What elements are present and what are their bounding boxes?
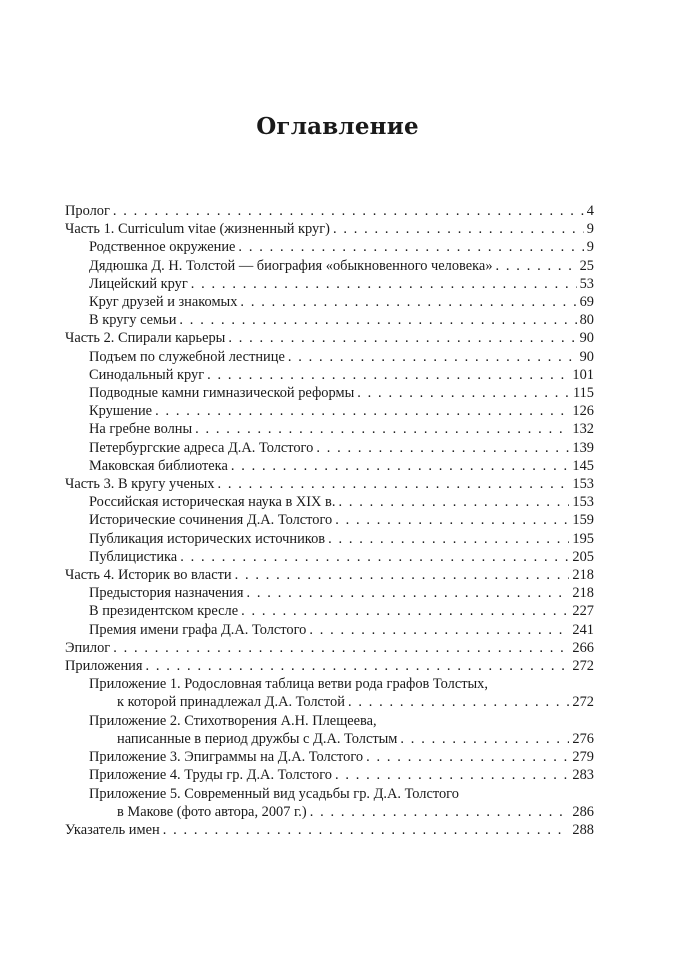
- toc-leader-dots: [179, 311, 576, 329]
- toc-entry-page: 101: [572, 366, 594, 383]
- toc-entry: [65, 329, 594, 347]
- toc-entry-label: В кругу семьи: [89, 312, 177, 329]
- toc-entry: [65, 566, 594, 584]
- toc-entry-page: 80: [579, 312, 594, 329]
- toc-entry-label: написанные в период дружбы с Д.А. Толстым: [117, 730, 398, 747]
- toc-entry-page: 4: [586, 203, 594, 219]
- toc-entry-label: Часть 1. Curriculum vitae (жизненный круг): [65, 221, 330, 238]
- toc-leader-dots: [338, 493, 569, 511]
- toc-entry-label: Часть 4. Историк во власти: [65, 567, 232, 584]
- page-title: Оглавление: [256, 113, 419, 140]
- toc-entry: [65, 511, 594, 529]
- toc-entry-page: 25: [579, 257, 594, 274]
- toc-entry: [65, 657, 594, 675]
- toc-entry: [65, 348, 594, 366]
- toc-entry: [65, 712, 594, 730]
- toc-leader-dots: [328, 530, 569, 548]
- toc-leader-dots: [240, 293, 576, 311]
- toc-entry-label: к которой принадлежал Д.А. Толстой: [117, 694, 345, 711]
- toc-entry-page: 139: [572, 439, 594, 456]
- toc-leader-dots: [247, 584, 570, 602]
- toc-entry-label: Дядюшка Д. Н. Толстой — биография «обыкновенного человека»: [89, 257, 493, 274]
- toc-entry-label: Родственное окружение: [89, 239, 236, 256]
- toc-entry: [65, 220, 594, 238]
- toc-entry-label: Приложения: [65, 658, 143, 675]
- toc-entry-label: Лицейский круг: [89, 275, 188, 292]
- toc-entry-label: Предыстория назначения: [89, 585, 244, 602]
- toc-entry-page: 227: [572, 603, 594, 620]
- toc-entry: [65, 748, 594, 766]
- toc-entry-page: 145: [572, 457, 594, 474]
- toc-entry-page: 115: [572, 385, 594, 402]
- toc-leader-dots: [217, 475, 569, 493]
- toc-leader-dots: [348, 693, 569, 711]
- toc-entry: [65, 602, 594, 620]
- toc-entry: [65, 293, 594, 311]
- toc-entry: [65, 457, 594, 475]
- toc-leader-dots: [231, 457, 570, 475]
- toc-leader-dots: [400, 730, 569, 748]
- toc-entry-label: Приложение 1. Родословная таблица ветви рода графов Толстых,: [89, 676, 488, 693]
- toc-entry-label: Указатель имен: [65, 821, 160, 838]
- toc-leader-dots: [288, 348, 577, 366]
- toc-entry: [65, 257, 594, 275]
- toc-entry-label: Пролог: [65, 203, 110, 219]
- toc-entry-page: 90: [579, 330, 594, 347]
- toc-entry: [65, 530, 594, 548]
- toc-entry: [65, 803, 594, 821]
- toc-entry-page: 276: [572, 730, 594, 747]
- toc-entry-page: 218: [572, 585, 594, 602]
- toc-leader-dots: [357, 384, 570, 402]
- toc-entry-page: 241: [572, 621, 594, 638]
- toc-leader-dots: [316, 439, 569, 457]
- toc-entry-page: 9: [586, 239, 594, 256]
- toc-entry-label: В президентском кресле: [89, 603, 239, 620]
- toc-entry-label: Публикация исторических источников: [89, 530, 326, 547]
- toc-entry: [65, 675, 594, 693]
- toc-entry: [65, 475, 594, 493]
- toc-leader-dots: [333, 220, 584, 238]
- toc-entry: [65, 275, 594, 293]
- toc-entry: [65, 493, 594, 511]
- toc-entry-page: 218: [572, 567, 594, 584]
- toc-leader-dots: [191, 275, 577, 293]
- toc-entry-label: Синодальный круг: [89, 366, 205, 383]
- toc-entry-page: 132: [572, 421, 594, 438]
- toc-entry-label: Часть 2. Спирали карьеры: [65, 330, 226, 347]
- toc-leader-dots: [113, 639, 569, 657]
- toc-entry: [65, 821, 594, 839]
- toc-entry-label: На гребне волны: [89, 421, 193, 438]
- toc-leader-dots: [163, 821, 570, 839]
- toc-entry: [65, 639, 594, 657]
- toc-leader-dots: [228, 329, 576, 347]
- toc-entry-label: Эпилог: [65, 639, 111, 656]
- toc-entry: [65, 311, 594, 329]
- toc-entry-page: 159: [572, 512, 594, 529]
- toc-entry: [65, 785, 594, 803]
- toc-entry: [65, 402, 594, 420]
- toc-entry-page: 288: [572, 821, 594, 838]
- toc-entry-label: Часть 3. В кругу ученых: [65, 476, 215, 493]
- toc-entry-label: Премия имени графа Д.А. Толстого: [89, 621, 307, 638]
- toc-entry: [65, 384, 594, 402]
- toc-entry-page: 9: [586, 221, 594, 238]
- toc-entry-label: Приложение 5. Современный вид усадьбы гр. Д.А. Толстого: [89, 785, 459, 802]
- toc-leader-dots: [496, 257, 577, 275]
- toc-entry: [65, 621, 594, 639]
- toc-entry: [65, 238, 594, 256]
- toc-entry-page: 266: [572, 639, 594, 656]
- toc-entry-page: 272: [572, 694, 594, 711]
- toc-entry-label: Исторические сочинения Д.А. Толстого: [89, 512, 333, 529]
- toc-entry-page: 283: [572, 767, 594, 784]
- toc-leader-dots: [195, 420, 569, 438]
- toc-entry-label: Петербургские адреса Д.А. Толстого: [89, 439, 314, 456]
- toc-entry-label: Приложение 2. Стихотворения А.Н. Плещеева,: [89, 712, 377, 729]
- toc-entry-page: 153: [572, 494, 594, 511]
- toc-leader-dots: [145, 657, 569, 675]
- toc-entry-label: Приложение 3. Эпиграммы на Д.А. Толстого: [89, 749, 364, 766]
- toc-leader-dots: [235, 566, 570, 584]
- toc-leader-dots: [207, 366, 569, 384]
- toc-leader-dots: [366, 748, 569, 766]
- toc-leader-dots: [113, 202, 584, 220]
- toc-entry-label: Круг друзей и знакомых: [89, 294, 238, 311]
- toc-leader-dots: [155, 402, 569, 420]
- toc-entry: [65, 439, 594, 457]
- toc-entry-page: 53: [579, 275, 594, 292]
- toc-entry: [65, 420, 594, 438]
- toc-entry-page: 153: [572, 476, 594, 493]
- toc-leader-dots: [310, 803, 570, 821]
- toc-entry: [65, 693, 594, 711]
- toc-entry: [65, 584, 594, 602]
- toc-leader-dots: [180, 548, 569, 566]
- toc-entry-page: 69: [579, 294, 594, 311]
- toc-leader-dots: [238, 238, 583, 256]
- toc-entry-label: Приложение 4. Труды гр. Д.А. Толстого: [89, 767, 332, 784]
- toc-entry-label: в Макове (фото автора, 2007 г.): [117, 803, 307, 820]
- table-of-contents: [65, 202, 594, 839]
- toc-entry: [65, 766, 594, 784]
- toc-entry-page: 286: [572, 803, 594, 820]
- toc-entry-label: Маковская библиотека: [89, 457, 228, 474]
- toc-entry: [65, 730, 594, 748]
- toc-entry-page: 279: [572, 749, 594, 766]
- toc-leader-dots: [335, 766, 569, 784]
- toc-entry-page: 272: [572, 658, 594, 675]
- toc-entry-label: Подъем по служебной лестнице: [89, 348, 285, 365]
- toc-entry-page: 195: [572, 530, 594, 547]
- toc-entry-page: 205: [572, 548, 594, 565]
- toc-leader-dots: [309, 621, 569, 639]
- toc-entry-label: Публицистика: [89, 548, 178, 565]
- toc-entry: [65, 202, 594, 220]
- toc-leader-dots: [335, 511, 569, 529]
- toc-entry: [65, 366, 594, 384]
- toc-entry-label: Российская историческая наука в XIX в.: [89, 494, 336, 511]
- toc-entry-page: 126: [572, 403, 594, 420]
- toc-leader-dots: [241, 602, 569, 620]
- toc-entry-label: Крушение: [89, 403, 153, 420]
- toc-entry-page: 90: [579, 348, 594, 365]
- toc-entry: [65, 548, 594, 566]
- toc-entry-label: Подводные камни гимназической реформы: [89, 385, 355, 402]
